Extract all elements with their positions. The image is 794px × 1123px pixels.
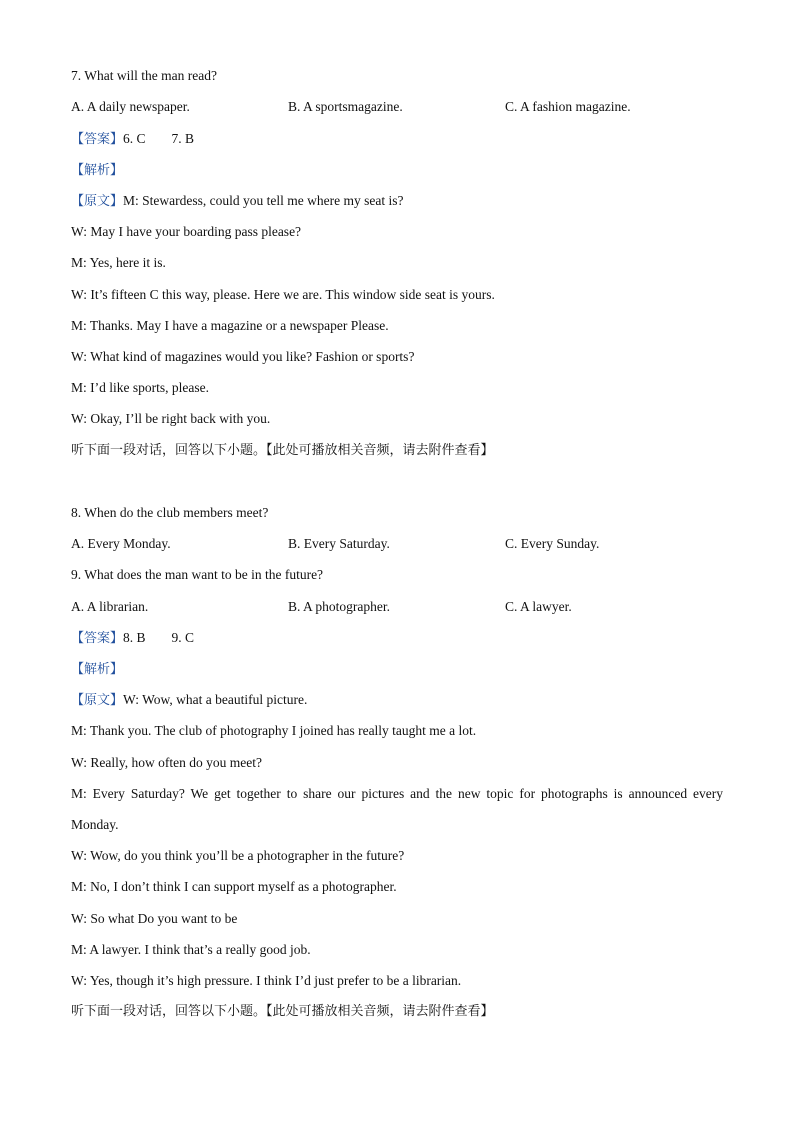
q7-option-b: B. A sportsmagazine. <box>288 99 403 114</box>
analysis-label-1: 【解析】 <box>71 163 124 178</box>
transcript-line: M: Yes, here it is. <box>71 255 166 270</box>
instruction-line-1 <box>71 442 494 460</box>
transcript-line: M: Thank you. The club of photography I joined has really taught me a lot. <box>71 723 477 738</box>
transcript-line: W: Wow, do you think you’ll be a photographer in the future? <box>71 848 405 863</box>
transcript-line: W: Okay, I’ll be right back with you. <box>71 411 271 426</box>
transcript-line: W: So what Do you want to be <box>71 911 238 926</box>
transcript-line: 【原文】M: Stewardess, could you tell me where my seat is? <box>71 193 404 209</box>
analysis-label-2: 【解析】 <box>71 662 124 677</box>
transcript-line: M: I’d like sports, please. <box>71 380 209 395</box>
answer-8: 8. B <box>123 630 146 645</box>
answer-7: 7. B <box>171 131 195 146</box>
transcript-line: W: What kind of magazines would you like? Fashion or sports? <box>71 349 415 364</box>
transcript-label: 【原文】 <box>71 693 124 708</box>
transcript-line: M: No, I don’t think I can support myself as a photographer. <box>71 879 397 894</box>
instruction-text: 听下面一段对话，回答以下小题。 <box>71 1004 267 1019</box>
transcript-line: 【原文】W: Wow, what a beautiful picture. <box>71 692 308 708</box>
question-7: 7. What will the man read? <box>71 68 217 83</box>
audio-note: 【此处可播放相关音频，请去附件查看】 <box>266 443 494 458</box>
q9-option-b: B. A photographer. <box>288 599 390 614</box>
answer-label: 【答案】 <box>71 631 124 646</box>
audio-note: 【此处可播放相关音频，请去附件查看】 <box>266 1004 494 1019</box>
transcript-line: M: Thanks. May I have a magazine or a newspaper Please. <box>71 318 389 333</box>
q8-option-b: B. Every Saturday. <box>288 536 390 551</box>
instruction-line-2 <box>71 1003 494 1021</box>
answer-label: 【答案】 <box>71 132 124 147</box>
transcript-line: W: Really, how often do you meet? <box>71 755 262 770</box>
transcript-line: W: Yes, though it’s high pressure. I think I’d just prefer to be a librarian. <box>71 973 462 988</box>
transcript-line-wrapped: M: Every Saturday? We get together to share our pictures and the new topic for photographs is announced every Monday. <box>71 786 723 832</box>
transcript-line: M: A lawyer. I think that’s a really good job. <box>71 942 311 957</box>
q8-option-a: A. Every Monday. <box>71 536 171 551</box>
answer-line-2 <box>71 629 194 648</box>
q9-option-a: A. A librarian. <box>71 599 149 614</box>
transcript-label: 【原文】 <box>71 194 124 209</box>
answer-line-1 <box>71 130 194 149</box>
answer-6: 6. C <box>123 131 146 146</box>
instruction-text: 听下面一段对话，回答以下小题。 <box>71 443 267 458</box>
q9-option-c: C. A lawyer. <box>505 599 572 614</box>
q8-option-c: C. Every Sunday. <box>505 536 600 551</box>
transcript-line: W: May I have your boarding pass please? <box>71 224 302 239</box>
q7-option-a: A. A daily newspaper. <box>71 99 190 114</box>
question-8: 8. When do the club members meet? <box>71 505 269 520</box>
q7-option-c: C. A fashion magazine. <box>505 99 631 114</box>
transcript-line: W: It’s fifteen C this way, please. Here we are. This window side seat is yours. <box>71 287 495 302</box>
question-9: 9. What does the man want to be in the future? <box>71 567 324 582</box>
answer-9: 9. C <box>171 630 195 645</box>
